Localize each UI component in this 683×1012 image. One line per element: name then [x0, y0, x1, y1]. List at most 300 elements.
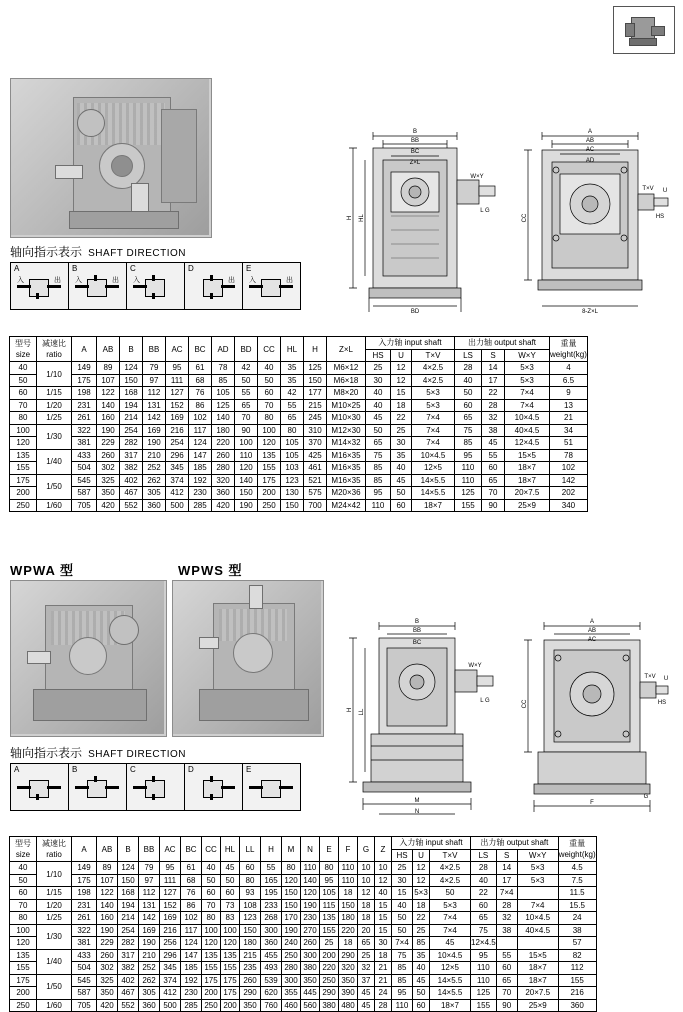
cell-value: 480 [339, 999, 358, 1012]
shaft-direction-cell: E 入 出 [243, 263, 301, 310]
cell-size: 60 [10, 387, 37, 400]
cell-value: 55 [281, 399, 304, 412]
cell-value: 150 [304, 374, 327, 387]
cell-value: 252 [143, 462, 166, 475]
cell-weight: 34 [550, 424, 588, 437]
cell-value: 7×4 [505, 399, 550, 412]
shaft-direction-cell: C 入 [127, 263, 185, 310]
table-row [10, 474, 588, 487]
col-input-shaft: 入力轴 input shaft [392, 837, 471, 850]
cell-value: 381 [72, 437, 97, 450]
cell-value: 230 [301, 912, 320, 925]
cell-value: 110 [455, 474, 482, 487]
cell-value: 135 [320, 912, 339, 925]
cell-size: 80 [10, 912, 37, 925]
cell-value: 120 [282, 874, 301, 887]
cell-value: 135 [221, 949, 240, 962]
cell-value: 10×4.5 [505, 412, 550, 425]
cell-value: 25 [392, 862, 413, 875]
cell-value: 70 [202, 899, 221, 912]
cell-value: 260 [97, 449, 120, 462]
cell-size: 135 [10, 949, 37, 962]
cell-value: 40 [366, 399, 391, 412]
cell-value: 322 [72, 424, 97, 437]
cell-size: 250 [10, 499, 37, 512]
cell-ratio: 1/30 [37, 424, 72, 449]
cell-value: 124 [189, 437, 212, 450]
shaft-direction-cell: D [185, 764, 243, 811]
wpwa-dimension-drawing-front [345, 612, 510, 817]
cell-value: 25 [366, 362, 391, 375]
cell-value: 18×7 [430, 999, 471, 1012]
cell-value: 180 [339, 912, 358, 925]
table-row [10, 949, 597, 962]
cell-value: 169 [143, 424, 166, 437]
cell-value: 73 [221, 899, 240, 912]
cell-value: 30 [392, 874, 413, 887]
cell-value: 107 [97, 374, 120, 387]
cell-value: 14 [496, 862, 517, 875]
cell-value: 280 [282, 962, 301, 975]
cell-value: 345 [166, 462, 189, 475]
cell-size: 80 [10, 412, 37, 425]
svg-text:AB: AB [587, 628, 597, 634]
cell-ratio: 1/15 [37, 887, 72, 900]
cell-value: 70 [235, 412, 258, 425]
cell-value: 290 [339, 949, 358, 962]
cell-value: 254 [120, 424, 143, 437]
cell-value: 45 [358, 987, 375, 1000]
cell-weight: 216 [558, 987, 596, 1000]
svg-text:B: B [412, 129, 418, 135]
cell-value: 262 [143, 474, 166, 487]
cell-value: 80 [258, 412, 281, 425]
cell-value: 90 [235, 424, 258, 437]
cell-value: 231 [72, 899, 97, 912]
cell-value: 32 [482, 412, 505, 425]
cell-value: 123 [281, 474, 304, 487]
cell-value: 61 [189, 362, 212, 375]
cell-value: 233 [261, 899, 282, 912]
cell-value: 15×5 [505, 449, 550, 462]
table-row [10, 374, 588, 387]
cell-value: 216 [160, 924, 181, 937]
cell-value: 80 [282, 862, 301, 875]
cell-ratio: 1/50 [37, 974, 72, 999]
cell-value: 60 [413, 999, 430, 1012]
col-output-shaft: 出力轴 output shaft [471, 837, 559, 850]
cell-value: 93 [240, 887, 261, 900]
cell-value: 85 [413, 937, 430, 950]
cell-value: 250 [258, 499, 281, 512]
cell-value: 95 [160, 862, 181, 875]
cell-value: 131 [139, 899, 160, 912]
cell-value: 110 [392, 999, 413, 1012]
col-size: 型号 size [10, 837, 37, 862]
table-row [10, 974, 597, 987]
cell-value: 155 [202, 962, 221, 975]
shaft-direction-table-1 [10, 262, 301, 310]
cell-value: 95 [471, 949, 497, 962]
cell-value: 124 [181, 937, 202, 950]
cell-weight: 142 [550, 474, 588, 487]
cell-value: 190 [143, 437, 166, 450]
cell-value: 28 [482, 399, 505, 412]
col-ratio: 减速比 ratio [37, 837, 72, 862]
cell-value: 7×4 [430, 924, 471, 937]
cell-value: 230 [181, 987, 202, 1000]
cell-value: 190 [282, 924, 301, 937]
svg-text:G: G [643, 794, 649, 800]
cell-value: 545 [72, 974, 97, 987]
cell-value: 125 [212, 399, 235, 412]
cell-value: 4×2.5 [412, 362, 455, 375]
cell-value: 317 [120, 449, 143, 462]
cell-ratio: 1/25 [37, 412, 72, 425]
section2-title-s: WPWS 型 [178, 563, 243, 578]
cell-size: 250 [10, 999, 37, 1012]
cell-value: M6×12 [327, 362, 366, 375]
cell-value: 14×5.5 [430, 987, 471, 1000]
cell-value: 40 [455, 374, 482, 387]
cell-value: 700 [304, 499, 327, 512]
cell-value: 135 [258, 449, 281, 462]
cell-weight: 38 [558, 924, 596, 937]
cell-value: 261 [72, 912, 97, 925]
cell-value: 14×5.5 [430, 974, 471, 987]
cell-value: 131 [143, 399, 166, 412]
cell-value: 169 [139, 924, 160, 937]
cell-value: 150 [281, 499, 304, 512]
cell-value: 200 [202, 987, 221, 1000]
cell-value: 45 [391, 474, 412, 487]
cell-value: 111 [160, 874, 181, 887]
svg-text:HL: HL [359, 214, 365, 222]
cell-value: 18 [375, 949, 392, 962]
cell-value: 229 [97, 437, 120, 450]
cell-value: 30 [391, 437, 412, 450]
cell-size: 155 [10, 462, 37, 475]
cell-value: 21 [375, 974, 392, 987]
cell-value [496, 937, 517, 950]
cell-value: 95 [455, 449, 482, 462]
cell-value: 22 [413, 912, 430, 925]
cell-value: 195 [261, 887, 282, 900]
cell-value: 250 [282, 949, 301, 962]
table-row [10, 962, 597, 975]
cell-value: 10×4.5 [517, 912, 558, 925]
cell-value: 50 [366, 424, 391, 437]
cell-value: 55 [482, 449, 505, 462]
cell-value: 216 [166, 424, 189, 437]
cell-value: 198 [72, 387, 97, 400]
cell-weight: 15.5 [558, 899, 596, 912]
cell-value: 65 [281, 412, 304, 425]
cell-value: 117 [181, 924, 202, 937]
cell-value: 45 [482, 437, 505, 450]
svg-text:CC: CC [522, 213, 528, 223]
cell-value: 90 [482, 499, 505, 512]
cell-value: 55 [235, 387, 258, 400]
cell-value: 381 [72, 937, 97, 950]
cell-weight: 360 [558, 999, 596, 1012]
cell-value: 504 [72, 962, 97, 975]
cell-value: 240 [282, 937, 301, 950]
cell-value: 40 [375, 887, 392, 900]
cell-value: 460 [282, 999, 301, 1012]
cell-value: 14×5.5 [412, 474, 455, 487]
cell-value: 120 [301, 887, 320, 900]
cell-value: 12×4.5 [505, 437, 550, 450]
cell-value: 15 [375, 899, 392, 912]
cell-value: 220 [339, 924, 358, 937]
cell-weight: 112 [558, 962, 596, 975]
cell-value: 282 [118, 937, 139, 950]
cell-value: 38 [482, 424, 505, 437]
cell-value: 65 [455, 412, 482, 425]
cell-ratio: 1/20 [37, 399, 72, 412]
cell-value: 420 [212, 499, 235, 512]
wpwa-wpws-dimension-table: 型号 size 减速比 ratio A AB B BB AC BC CC HL LL H M N E F G Z 入力轴 input shaft 出力轴 output shaft 重量 weight(kg) HS U T×V LS S W×Y 40 1/10 149 89 124 79 95 61 40 45 60 55 80 110 80 110 10 10 25 12 4×2.5 28 14 5×3 4.5 50 175 107 150 97 111 68 50 50 80 165 120 140 95 110 10 12 30 12 4×2.5 40 17 5×3 7.5 60 1/15 198 122 168 112 127 76 60 60 93 195 150 120 105 18 12 40 15 5×3 50 22 7×4 11.5 70 1/20 231 140 194 131 152 86 70 73 108 233 150 190 115 150 18 15 40 18 5×3 60 28 7×4 15.5 80 1/25 261 160 214 142 169 102 80 83 123 268 170 230 135 180 18 15 50 22 7×4 65 32 10×4.5 24 100 1/30 322 190 254 169 216 117 100 100 150 300 190 270 155 220 20 15 50 25 7×4 75 38 40×4.5 38 120 381 229 282 190 256 124 120 120 180 360 240 260 25 18 65 30 7×4 85 45 12×4.5 57 135 1/40 433 260 317 210 296 147 135 135 215 455 250 300 200 290 25 18 75 35 10×4.5 95 55 15×5 82 155 504 302 382 252 345 185 155 155 235 493 280 380 220 320 32 21 85 40 12×5 110 60 18×7 112 175 1/50 545 325 402 262 374 192 175 175 260 539 300 350 250 350 37 21 85 45 14×5.5 110 65 18×7 155 200 587 350 467 305 412 230 200 175 290 620 355 445 290 390 45 24 95 50 14×5.5 125 70 20×7.5 216 250 1/60 705 420 552 360 500 285 250 200 350 760 460 560 380 480 45 28 110 60 18×7 155 90 25×9 360 [9, 836, 597, 1012]
cell-value: 95 [392, 987, 413, 1000]
cell-weight: 57 [558, 937, 596, 950]
cell-value: 402 [120, 474, 143, 487]
cell-value: 760 [261, 999, 282, 1012]
cell-value: 42 [235, 362, 258, 375]
cell-value: 40 [471, 874, 497, 887]
cell-value: 102 [181, 912, 202, 925]
table-row [10, 412, 588, 425]
cell-value: 12 [413, 862, 430, 875]
table-row [10, 462, 588, 475]
cell-value: 107 [97, 874, 118, 887]
cell-value: 192 [189, 474, 212, 487]
cell-value: 80 [320, 862, 339, 875]
cell-value: 35 [281, 374, 304, 387]
cell-value: 40 [202, 862, 221, 875]
cell-value: 705 [72, 499, 97, 512]
cell-value: 10 [358, 874, 375, 887]
cell-value: M12×30 [327, 424, 366, 437]
cell-value: 12 [375, 874, 392, 887]
cell-weight: 202 [550, 487, 588, 500]
cell-value: M8×20 [327, 387, 366, 400]
shaft-direction-cell: D 出 [185, 263, 243, 310]
cell-value: 425 [304, 449, 327, 462]
cell-value: 382 [120, 462, 143, 475]
cell-value: 110 [366, 499, 391, 512]
cell-value: 110 [339, 874, 358, 887]
cell-value: 539 [261, 974, 282, 987]
svg-text:Z×L: Z×L [409, 160, 421, 166]
cell-value: 89 [97, 862, 118, 875]
cell-value: 220 [320, 962, 339, 975]
cell-weight: 24 [558, 912, 596, 925]
cell-value: 250 [320, 974, 339, 987]
shaft-direction-cell: B [69, 764, 127, 811]
cell-size: 200 [10, 487, 37, 500]
cell-value: 305 [143, 487, 166, 500]
cell-value: 290 [240, 987, 261, 1000]
shaft-direction-icon-e: 入 出 [249, 275, 293, 299]
cell-value: 35 [391, 449, 412, 462]
cell-value: 177 [304, 387, 327, 400]
cell-value: 7×4 [412, 424, 455, 437]
shaft-direction-cell: A [11, 764, 69, 811]
cell-value: 374 [160, 974, 181, 987]
cell-value: 100 [258, 424, 281, 437]
svg-text:L G: L G [480, 208, 490, 214]
cell-value: 20×7.5 [517, 987, 558, 1000]
cell-size: 50 [10, 874, 37, 887]
cell-value: 50 [221, 874, 240, 887]
cell-value: 50 [430, 887, 471, 900]
cell-value: 25 [358, 949, 375, 962]
cell-value: 85 [366, 462, 391, 475]
cell-value: 302 [97, 462, 120, 475]
cell-ratio: 1/20 [37, 899, 72, 912]
svg-text:AC: AC [587, 637, 597, 643]
cell-value: 230 [189, 487, 212, 500]
cell-value: 360 [143, 499, 166, 512]
cell-value: 433 [72, 949, 97, 962]
cell-value: 180 [240, 937, 261, 950]
svg-text:A: A [589, 619, 595, 625]
shaft-direction-icon-a [17, 776, 61, 800]
cell-value: 65 [471, 912, 497, 925]
cell-value: 110 [235, 449, 258, 462]
cell-value: 322 [72, 924, 97, 937]
cell-value: 18 [358, 912, 375, 925]
cell-size: 175 [10, 974, 37, 987]
cell-value: 560 [301, 999, 320, 1012]
cell-value: 262 [139, 974, 160, 987]
cell-value: 60 [482, 462, 505, 475]
cell-value: 345 [160, 962, 181, 975]
cell-value: 18×7 [517, 974, 558, 987]
cell-value: 300 [301, 949, 320, 962]
cell-value: 120 [221, 937, 240, 950]
shaft-direction-icon-c: 入 [133, 275, 177, 299]
cell-value: 310 [304, 424, 327, 437]
cell-value: 150 [118, 874, 139, 887]
cell-value: 260 [240, 974, 261, 987]
cell-value: 149 [72, 362, 97, 375]
svg-text:M: M [414, 798, 420, 804]
cell-weight: 51 [550, 437, 588, 450]
cell-value: 123 [240, 912, 261, 925]
cell-value: 175 [221, 987, 240, 1000]
cell-value: 50 [202, 874, 221, 887]
cell-value: 575 [304, 487, 327, 500]
cell-value: 147 [189, 449, 212, 462]
cell-value: 280 [212, 462, 235, 475]
cell-value: 620 [261, 987, 282, 1000]
cell-value: 18×7 [505, 462, 550, 475]
svg-text:H: H [347, 215, 353, 221]
cell-value: 185 [189, 462, 212, 475]
cell-value: 45 [221, 862, 240, 875]
cell-value: M6×18 [327, 374, 366, 387]
cell-ratio: 1/25 [37, 912, 72, 925]
cell-value: 150 [282, 887, 301, 900]
cell-value: 210 [143, 449, 166, 462]
cell-value: 190 [301, 899, 320, 912]
cell-value: 402 [118, 974, 139, 987]
cell-value: 140 [235, 474, 258, 487]
cell-value: 37 [358, 974, 375, 987]
cell-value: 214 [118, 912, 139, 925]
cell-value: 122 [97, 887, 118, 900]
cell-value: 25×9 [505, 499, 550, 512]
cell-value: 10 [375, 862, 392, 875]
cell-value: 552 [120, 499, 143, 512]
cell-value: 15 [375, 924, 392, 937]
cell-value: 4×2.5 [412, 374, 455, 387]
cell-value: 105 [281, 449, 304, 462]
cell-value: 15×5 [517, 949, 558, 962]
cell-value: 168 [120, 387, 143, 400]
cell-value: 4×2.5 [430, 874, 471, 887]
cell-value: 493 [261, 962, 282, 975]
wpwa-dimension-drawing-side [520, 612, 675, 817]
cell-value: 50 [413, 987, 430, 1000]
cell-value: 175 [72, 874, 97, 887]
shaft-direction-icon-c [133, 776, 177, 800]
cell-value: 380 [320, 999, 339, 1012]
svg-text:CC: CC [522, 699, 528, 709]
cell-value: 60 [455, 399, 482, 412]
cell-value: 127 [166, 387, 189, 400]
cell-size: 120 [10, 937, 37, 950]
cell-value: 65 [358, 937, 375, 950]
cell-value: 80 [240, 874, 261, 887]
cell-weight: 13 [550, 399, 588, 412]
cell-value: 14×5.5 [412, 487, 455, 500]
cell-value: 110 [301, 862, 320, 875]
cell-value: 45 [358, 999, 375, 1012]
cell-value: 55 [261, 862, 282, 875]
table-row [10, 862, 597, 875]
cell-value: 147 [181, 949, 202, 962]
cell-value: 504 [72, 462, 97, 475]
cell-ratio: 1/60 [37, 499, 72, 512]
cell-value: 175 [72, 374, 97, 387]
cell-value: 285 [189, 499, 212, 512]
cell-size: 120 [10, 437, 37, 450]
cell-value: 103 [281, 462, 304, 475]
wpwa-product-photo [10, 580, 167, 737]
wpw-dimension-table: 型号 size 减速比 ratio A AB B BB AC BC AD BD CC HL H Z×L 入力轴 input shaft 出力轴 output shaft 重量 weight(kg) HS U T×V LS S W×Y 40 1/10 149 89 124 79 95 61 78 42 40 35 125 M6×12 25 12 4×2.5 28 14 5×3 4 50 175 107 150 97 111 68 85 50 50 35 150 M6×18 30 12 4×2.5 40 17 5×3 6.5 60 1/15 198 122 168 112 127 76 105 55 60 42 177 M8×20 40 15 5×3 50 22 7×4 9 70 1/20 231 140 194 131 152 86 125 65 70 55 215 M10×25 40 18 5×3 60 28 7×4 13 80 1/25 261 160 214 142 169 102 140 70 80 65 245 M10×30 45 22 7×4 65 32 10×4.5 21 100 1/30 322 190 254 169 216 117 180 90 100 80 310 M12×30 50 25 7×4 75 38 40×4.5 34 120 381 229 282 190 254 124 220 100 120 105 370 M14×32 65 30 7×4 85 45 12×4.5 51 135 1/40 433 260 317 210 296 147 260 110 135 105 425 M16×35 75 35 10×4.5 95 55 15×5 78 155 504 302 382 252 345 185 280 120 155 103 461 M16×35 85 40 12×5 110 60 18×7 102 175 1/50 545 325 402 262 374 192 320 140 175 123 521 M16×35 85 45 14×5.5 110 65 18×7 142 200 587 350 467 305 412 230 360 150 200 130 575 M20×36 95 50 14×5.5 125 70 20×7.5 202 250 1/60 705 420 552 360 500 285 420 190 250 150 700 M24×42 110 60 18×7 155 90 25×9 340 [9, 336, 588, 512]
cell-value: 350 [240, 999, 261, 1012]
cell-value: 65 [235, 399, 258, 412]
cell-weight: 340 [550, 499, 588, 512]
cell-value: 85 [392, 974, 413, 987]
cell-value: M14×32 [327, 437, 366, 450]
cell-ratio: 1/40 [37, 949, 72, 974]
cell-value: M16×35 [327, 474, 366, 487]
cell-value: 75 [392, 949, 413, 962]
cell-value: 30 [366, 374, 391, 387]
cell-value: 521 [304, 474, 327, 487]
cell-value: 350 [97, 987, 118, 1000]
col-output-shaft: 出力轴 output shaft [455, 337, 550, 350]
table-row [10, 874, 597, 887]
svg-text:T×V: T×V [642, 186, 654, 192]
cell-value: 231 [72, 399, 97, 412]
cell-value: 168 [118, 887, 139, 900]
cell-value: 112 [139, 887, 160, 900]
